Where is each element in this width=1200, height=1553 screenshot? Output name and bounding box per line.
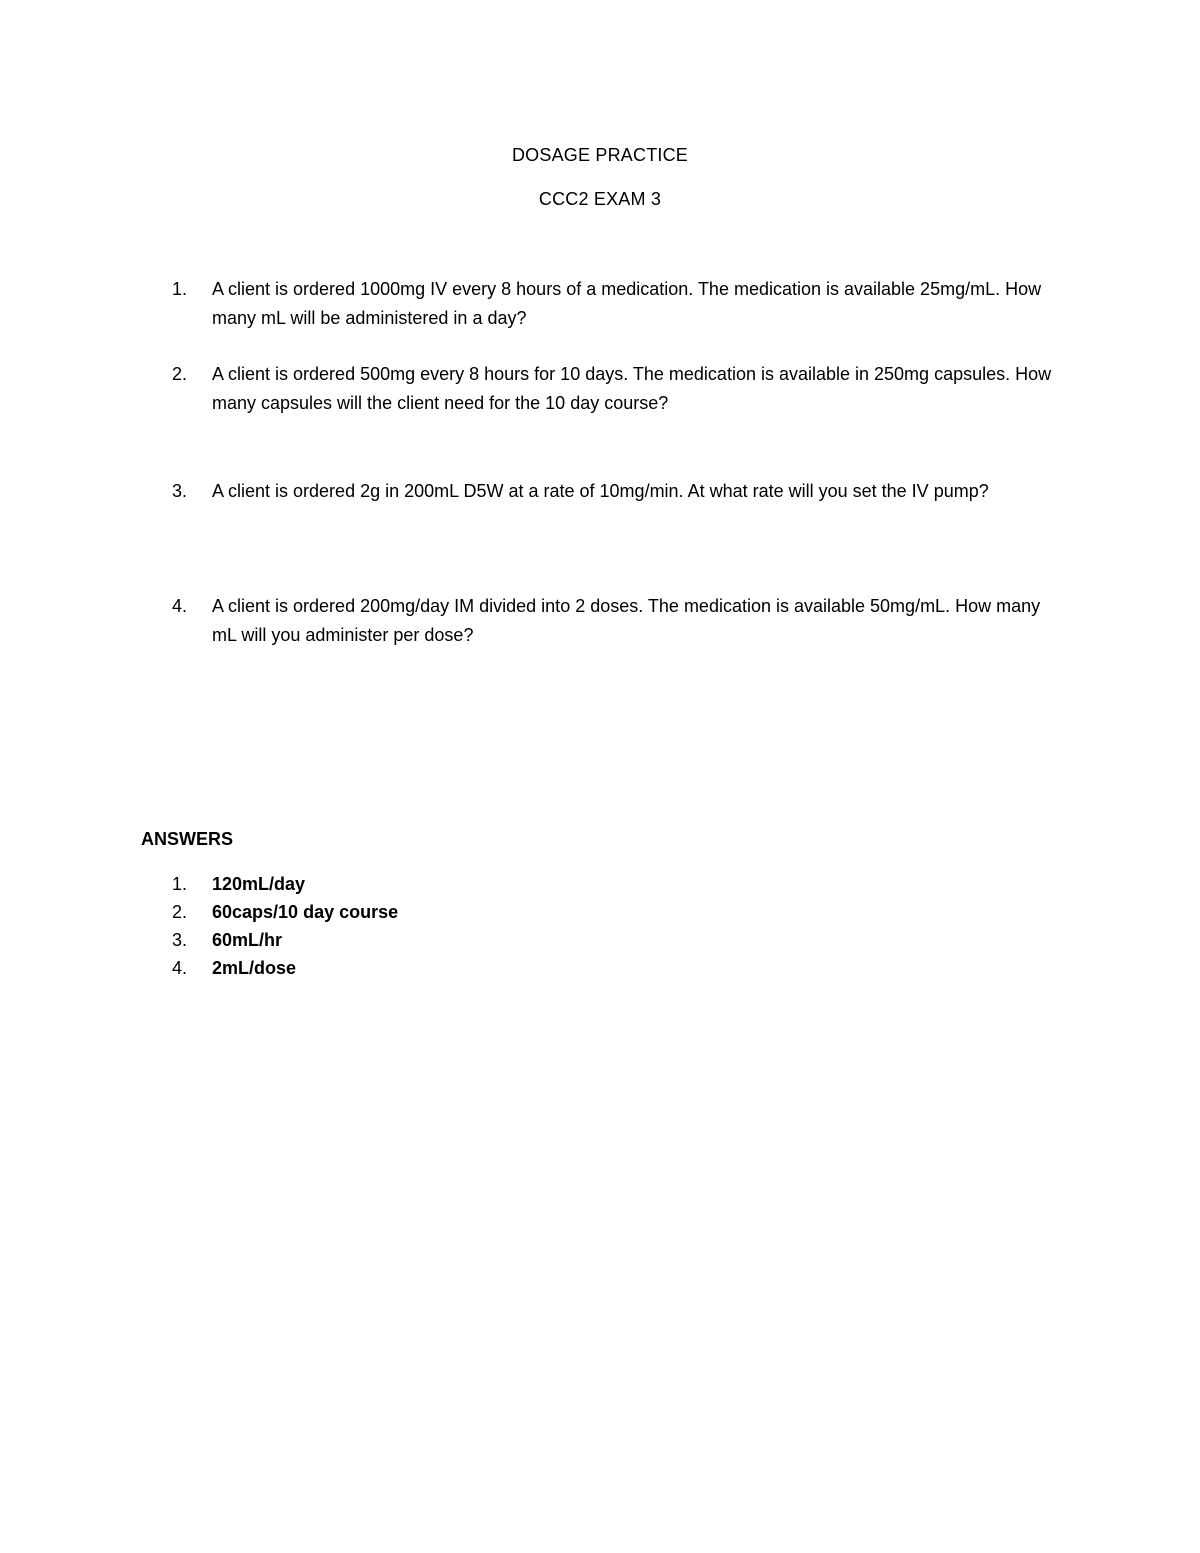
answer-number: 4. — [172, 958, 188, 978]
answer-value: 60mL/hr — [212, 930, 283, 950]
question-item — [172, 592, 1052, 650]
answer-number: 1. — [172, 874, 188, 894]
question-text: A client is ordered 1000mg IV every 8 hours of a medication. The medication is available 25mg/mL. How many mL will be administered in a day? — [212, 279, 1042, 328]
answer-item — [172, 870, 772, 898]
question-item — [172, 275, 1052, 333]
document-subtitle: CCC2 EXAM 3 — [538, 189, 662, 209]
question-item — [172, 477, 1052, 506]
answer-number: 2. — [172, 902, 188, 922]
answers-list — [172, 870, 772, 982]
question-number: 2. — [172, 364, 188, 384]
question-text: A client is ordered 500mg every 8 hours for 10 days. The medication is available in 250mg capsules. How many capsules will the client need for the 10 day course? — [212, 364, 1052, 413]
answer-item — [172, 926, 772, 954]
question-text: A client is ordered 200mg/day IM divided into 2 doses. The medication is available 50mg/mL. How many mL will you administer per dose? — [212, 596, 1041, 645]
answer-value: 2mL/dose — [212, 958, 297, 978]
question-number: 1. — [172, 279, 188, 299]
answer-item — [172, 954, 772, 982]
question-number: 4. — [172, 596, 188, 616]
question-text: A client is ordered 2g in 200mL D5W at a rate of 10mg/min. At what rate will you set the IV pump? — [212, 481, 989, 501]
answers-heading: ANSWERS — [141, 829, 234, 849]
answer-number: 3. — [172, 930, 188, 950]
answer-value: 120mL/day — [212, 874, 306, 894]
document-title: DOSAGE PRACTICE — [511, 145, 689, 165]
question-number: 3. — [172, 481, 188, 501]
answer-item — [172, 898, 772, 926]
answer-value: 60caps/10 day course — [212, 902, 399, 922]
question-item — [172, 360, 1052, 418]
